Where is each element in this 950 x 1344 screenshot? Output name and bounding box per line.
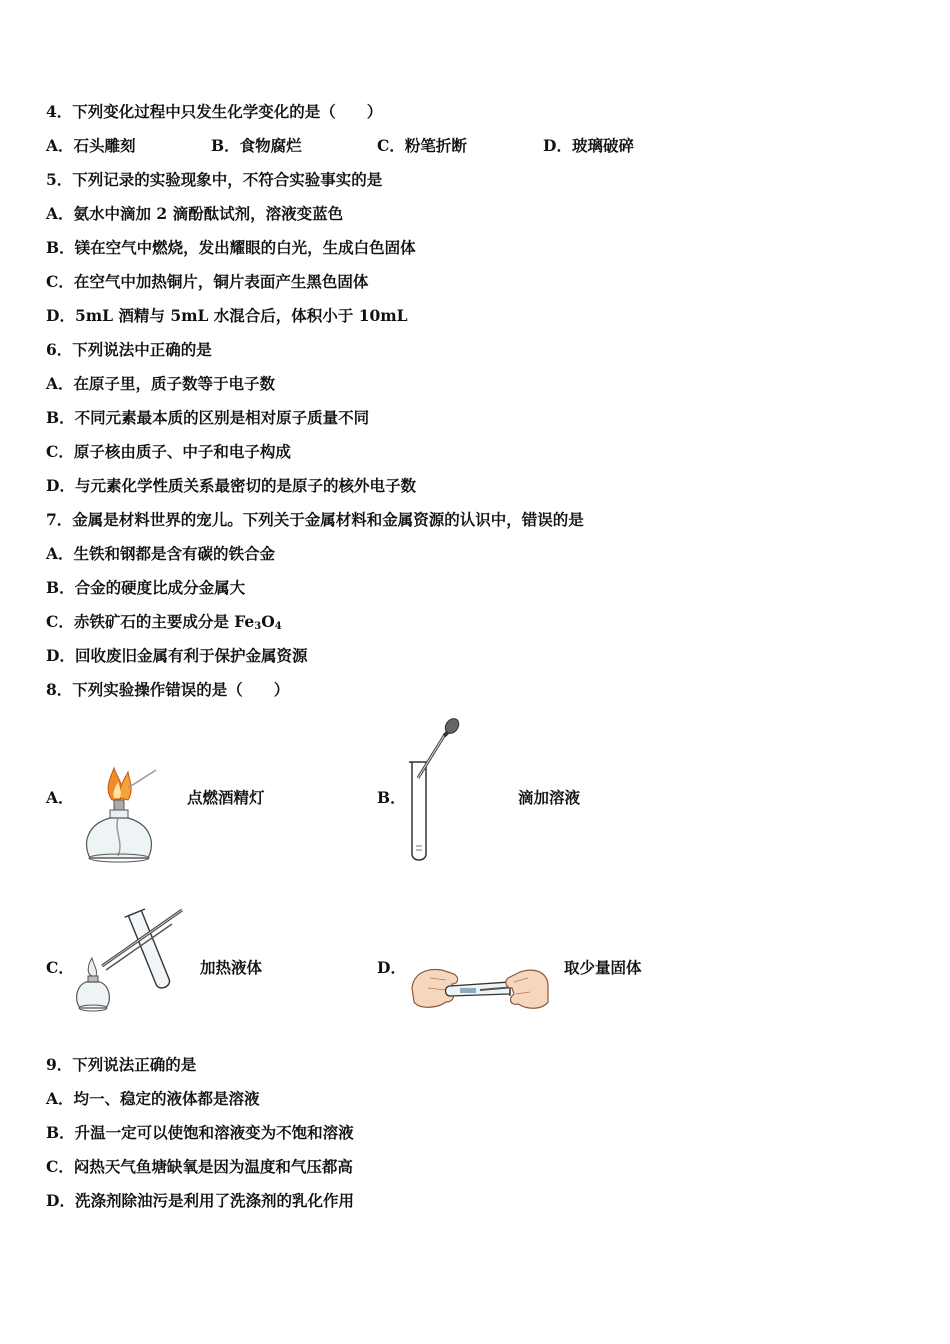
q8-option-b-label: 滴加溶液 [518, 788, 581, 807]
heating-test-tube-icon [72, 904, 188, 1016]
q6-option-d: D．与元素化学性质关系最密切的是原子的核外电子数 [46, 476, 416, 495]
q5-option-a: A．氨水中滴加 2 滴酚酞试剂，溶液变蓝色 [46, 204, 344, 223]
q8-option-c-label: 加热液体 [200, 958, 263, 977]
q4-stem: 4．下列变化过程中只发生化学变化的是（ ） [46, 102, 383, 121]
hands-test-tube-icon [410, 958, 550, 1020]
q8-option-d-label: 取少量固体 [564, 958, 642, 977]
q7-stem: 7．金属是材料世界的宠儿。下列关于金属材料和金属资源的认识中，错误的是 [46, 510, 584, 529]
q6-stem: 6．下列说法中正确的是 [46, 340, 212, 359]
q8-stem: 8．下列实验操作错误的是（ ） [46, 680, 290, 699]
q9-option-a: A．均一、稳定的液体都是溶液 [46, 1089, 260, 1108]
q5-option-d: D．5mL 酒精与 5mL 水混合后，体积小于 10mL [46, 306, 408, 325]
q8-option-a-letter: A． [46, 788, 74, 807]
q9-option-d: D．洗涤剂除油污是利用了洗涤剂的乳化作用 [46, 1191, 354, 1210]
q8-option-a-label: 点燃酒精灯 [187, 788, 265, 807]
q8-option-b-letter: B． [377, 788, 406, 807]
q7-option-b: B．合金的硬度比成分金属大 [46, 578, 246, 597]
q5-option-b: B．镁在空气中燃烧，发出耀眼的白光，生成白色固体 [46, 238, 416, 257]
q4-option-a: A．石头雕刻 [46, 136, 136, 155]
q6-option-b: B．不同元素最本质的区别是相对原子质量不同 [46, 408, 370, 427]
alcohol-lamp-lighting-icon [74, 762, 164, 866]
q5-stem: 5．下列记录的实验现象中，不符合实验事实的是 [46, 170, 383, 189]
q7-option-d: D．回收废旧金属有利于保护金属资源 [46, 646, 308, 665]
q4-option-b: B．食物腐烂 [211, 136, 302, 155]
q4-option-c: C．粉笔折断 [377, 136, 467, 155]
q9-option-c: C．闷热天气鱼塘缺氧是因为温度和气压都高 [46, 1157, 353, 1176]
q6-option-c: C．原子核由质子、中子和电子构成 [46, 442, 291, 461]
q7-option-c: C．赤铁矿石的主要成分是 $Fe_3O_4$ [46, 612, 282, 632]
q6-option-a: A．在原子里，质子数等于电子数 [46, 374, 276, 393]
q5-option-c: C．在空气中加热铜片，铜片表面产生黑色固体 [46, 272, 369, 291]
q9-option-b: B．升温一定可以使饱和溶液变为不饱和溶液 [46, 1123, 354, 1142]
q9-stem: 9．下列说法正确的是 [46, 1055, 197, 1074]
q8-option-d-letter: D． [377, 958, 406, 977]
dropper-test-tube-icon [404, 716, 468, 866]
q4-option-d: D．玻璃破碎 [543, 136, 634, 155]
q7-option-a: A．生铁和钢都是含有碳的铁合金 [46, 544, 276, 563]
q8-option-c-letter: C． [46, 958, 74, 977]
